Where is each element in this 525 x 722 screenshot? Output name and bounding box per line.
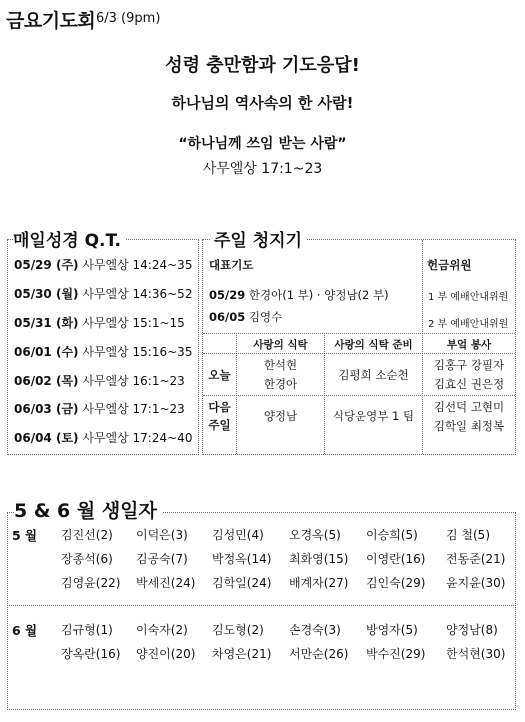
birthday-entry: 최화영(15): [289, 552, 349, 566]
qt-date: 05/31 (화): [14, 316, 79, 330]
prayer-label: 대표기도: [209, 258, 254, 272]
today-kitchen: 김효신 권은정: [433, 377, 505, 391]
qt-passage: 사무엘상 16:1~23: [82, 374, 185, 388]
divider: [422, 240, 423, 332]
next-kitchen: 김학일 최정복: [433, 419, 505, 433]
qt-date: 06/04 (토): [14, 431, 79, 445]
prayer-date: 05/29: [209, 288, 246, 302]
birthday-entry: 박세진(24): [136, 576, 196, 590]
offering-label: 헌금위원: [427, 258, 472, 272]
birthday-entry: 김영윤(22): [61, 576, 121, 590]
today-meal: 한석현: [263, 358, 298, 372]
sunday-steward-panel: [202, 239, 516, 455]
page-title: 금요기도회: [6, 10, 96, 32]
qt-row: [14, 314, 185, 331]
qt-passage: 사무엘상 17:24~40: [82, 431, 193, 445]
qt-section-title: 매일성경 Q.T.: [13, 226, 125, 251]
qt-row: [14, 429, 192, 446]
prayer-date: 06/05: [209, 310, 246, 324]
qt-date: 06/01 (수): [14, 345, 79, 359]
qt-passage: 사무엘상 14:24~35: [82, 258, 193, 272]
birthday-entry: 장종석(6): [61, 552, 113, 566]
birthday-entry: 김성민(4): [212, 528, 264, 542]
birthday-entry: 박수진(29): [366, 647, 426, 661]
qt-passage: 사무엘상 15:1~15: [82, 316, 185, 330]
qt-date: 05/30 (월): [14, 287, 79, 301]
next-prep: 식당운영부 1 팀: [332, 409, 415, 423]
qt-row: [14, 256, 192, 273]
birthday-entry: 박정옥(14): [212, 552, 272, 566]
offering-team: 2 부 예배안내위원: [428, 319, 509, 330]
prayer-names: 김영수: [248, 310, 283, 324]
birthday-entry: 윤지윤(30): [446, 576, 506, 590]
divider: [203, 395, 515, 396]
divider: [7, 605, 516, 606]
col-header-meal: 사랑의 식탁: [253, 339, 308, 351]
col-header-kitchen: 부엌 봉사: [446, 339, 492, 351]
sermon-title: “하나님께 쓰임 받는 사람”: [178, 136, 347, 152]
qt-date: 05/29 (주): [14, 258, 79, 272]
headline-primary: 성령 충만함과 기도응답!: [165, 55, 360, 76]
today-prep: 김평희 소순천: [338, 368, 409, 382]
sermon-reference: 사무엘상 17:1~23: [202, 161, 323, 177]
birthday-entry: 방영자(5): [366, 623, 418, 637]
birthday-entry: 장옥란(16): [61, 647, 121, 661]
qt-date: 06/03 (금): [14, 402, 79, 416]
birthday-entry: 한석현(30): [446, 647, 506, 661]
birthday-entry: 김인숙(29): [366, 576, 426, 590]
birthday-entry: 이승희(5): [366, 528, 418, 542]
birthday-entry: 전동준(21): [446, 552, 506, 566]
qt-date: 06/02 (목): [14, 374, 79, 388]
today-kitchen: 김홍구 강필자: [433, 358, 505, 372]
next-meal: 양정남: [263, 409, 298, 423]
may-label: 5 월: [12, 528, 38, 543]
birthday-entry: 양진이(20): [136, 647, 196, 661]
today-label: 오늘: [208, 368, 231, 382]
birthday-entry: 김공숙(7): [136, 552, 188, 566]
birthday-entry: 김진선(2): [61, 528, 113, 542]
birthday-entry: 오경옥(5): [289, 528, 341, 542]
birthday-entry: 이영란(16): [366, 552, 426, 566]
qt-passage: 사무엘상 14:36~52: [82, 287, 193, 301]
next-label: 주일: [208, 418, 231, 432]
prayer-row: [209, 287, 389, 303]
headline-secondary: 하나님의 역사속의 한 사람!: [171, 94, 354, 112]
birthday-entry: 서만순(26): [289, 647, 349, 661]
qt-panel: [7, 239, 199, 455]
qt-row: [14, 372, 185, 389]
birthday-entry: 김 철(5): [446, 528, 490, 542]
birthday-entry: 차영은(21): [212, 647, 272, 661]
birthday-entry: 이숙자(2): [136, 623, 188, 637]
next-kitchen: 김선덕 고현미: [433, 400, 505, 414]
col-header-prep: 사랑의 식탁 준비: [334, 339, 413, 351]
sunday-section-title: 주일 청지기: [210, 226, 306, 251]
next-label: 다음: [208, 400, 231, 414]
birthday-entry: 김규형(1): [61, 623, 113, 637]
prayer-names: 한경아(1 부) · 양정남(2 부): [248, 288, 389, 302]
divider: [203, 333, 515, 334]
qt-row: [14, 343, 192, 360]
qt-passage: 사무엘상 17:1~23: [82, 402, 185, 416]
birthday-section-title: 5 & 6 월 생일자: [14, 496, 163, 523]
birthday-entry: 김도형(2): [212, 623, 264, 637]
birthday-entry: 배계자(27): [289, 576, 349, 590]
qt-row: [14, 285, 192, 302]
qt-row: [14, 400, 185, 417]
service-date: 6/3 (9pm): [96, 11, 161, 26]
today-meal: 한경아: [263, 377, 298, 391]
divider: [203, 353, 515, 354]
offering-team: 1 부 예배안내위원: [428, 292, 509, 303]
prayer-row: [209, 309, 282, 325]
june-label: 6 월: [12, 623, 38, 638]
birthday-entry: 김학일(24): [212, 576, 272, 590]
birthday-entry: 손경숙(3): [289, 623, 341, 637]
qt-passage: 사무엘상 15:16~35: [82, 345, 193, 359]
birthday-entry: 이덕은(3): [136, 528, 188, 542]
birthday-entry: 양정남(8): [446, 623, 498, 637]
